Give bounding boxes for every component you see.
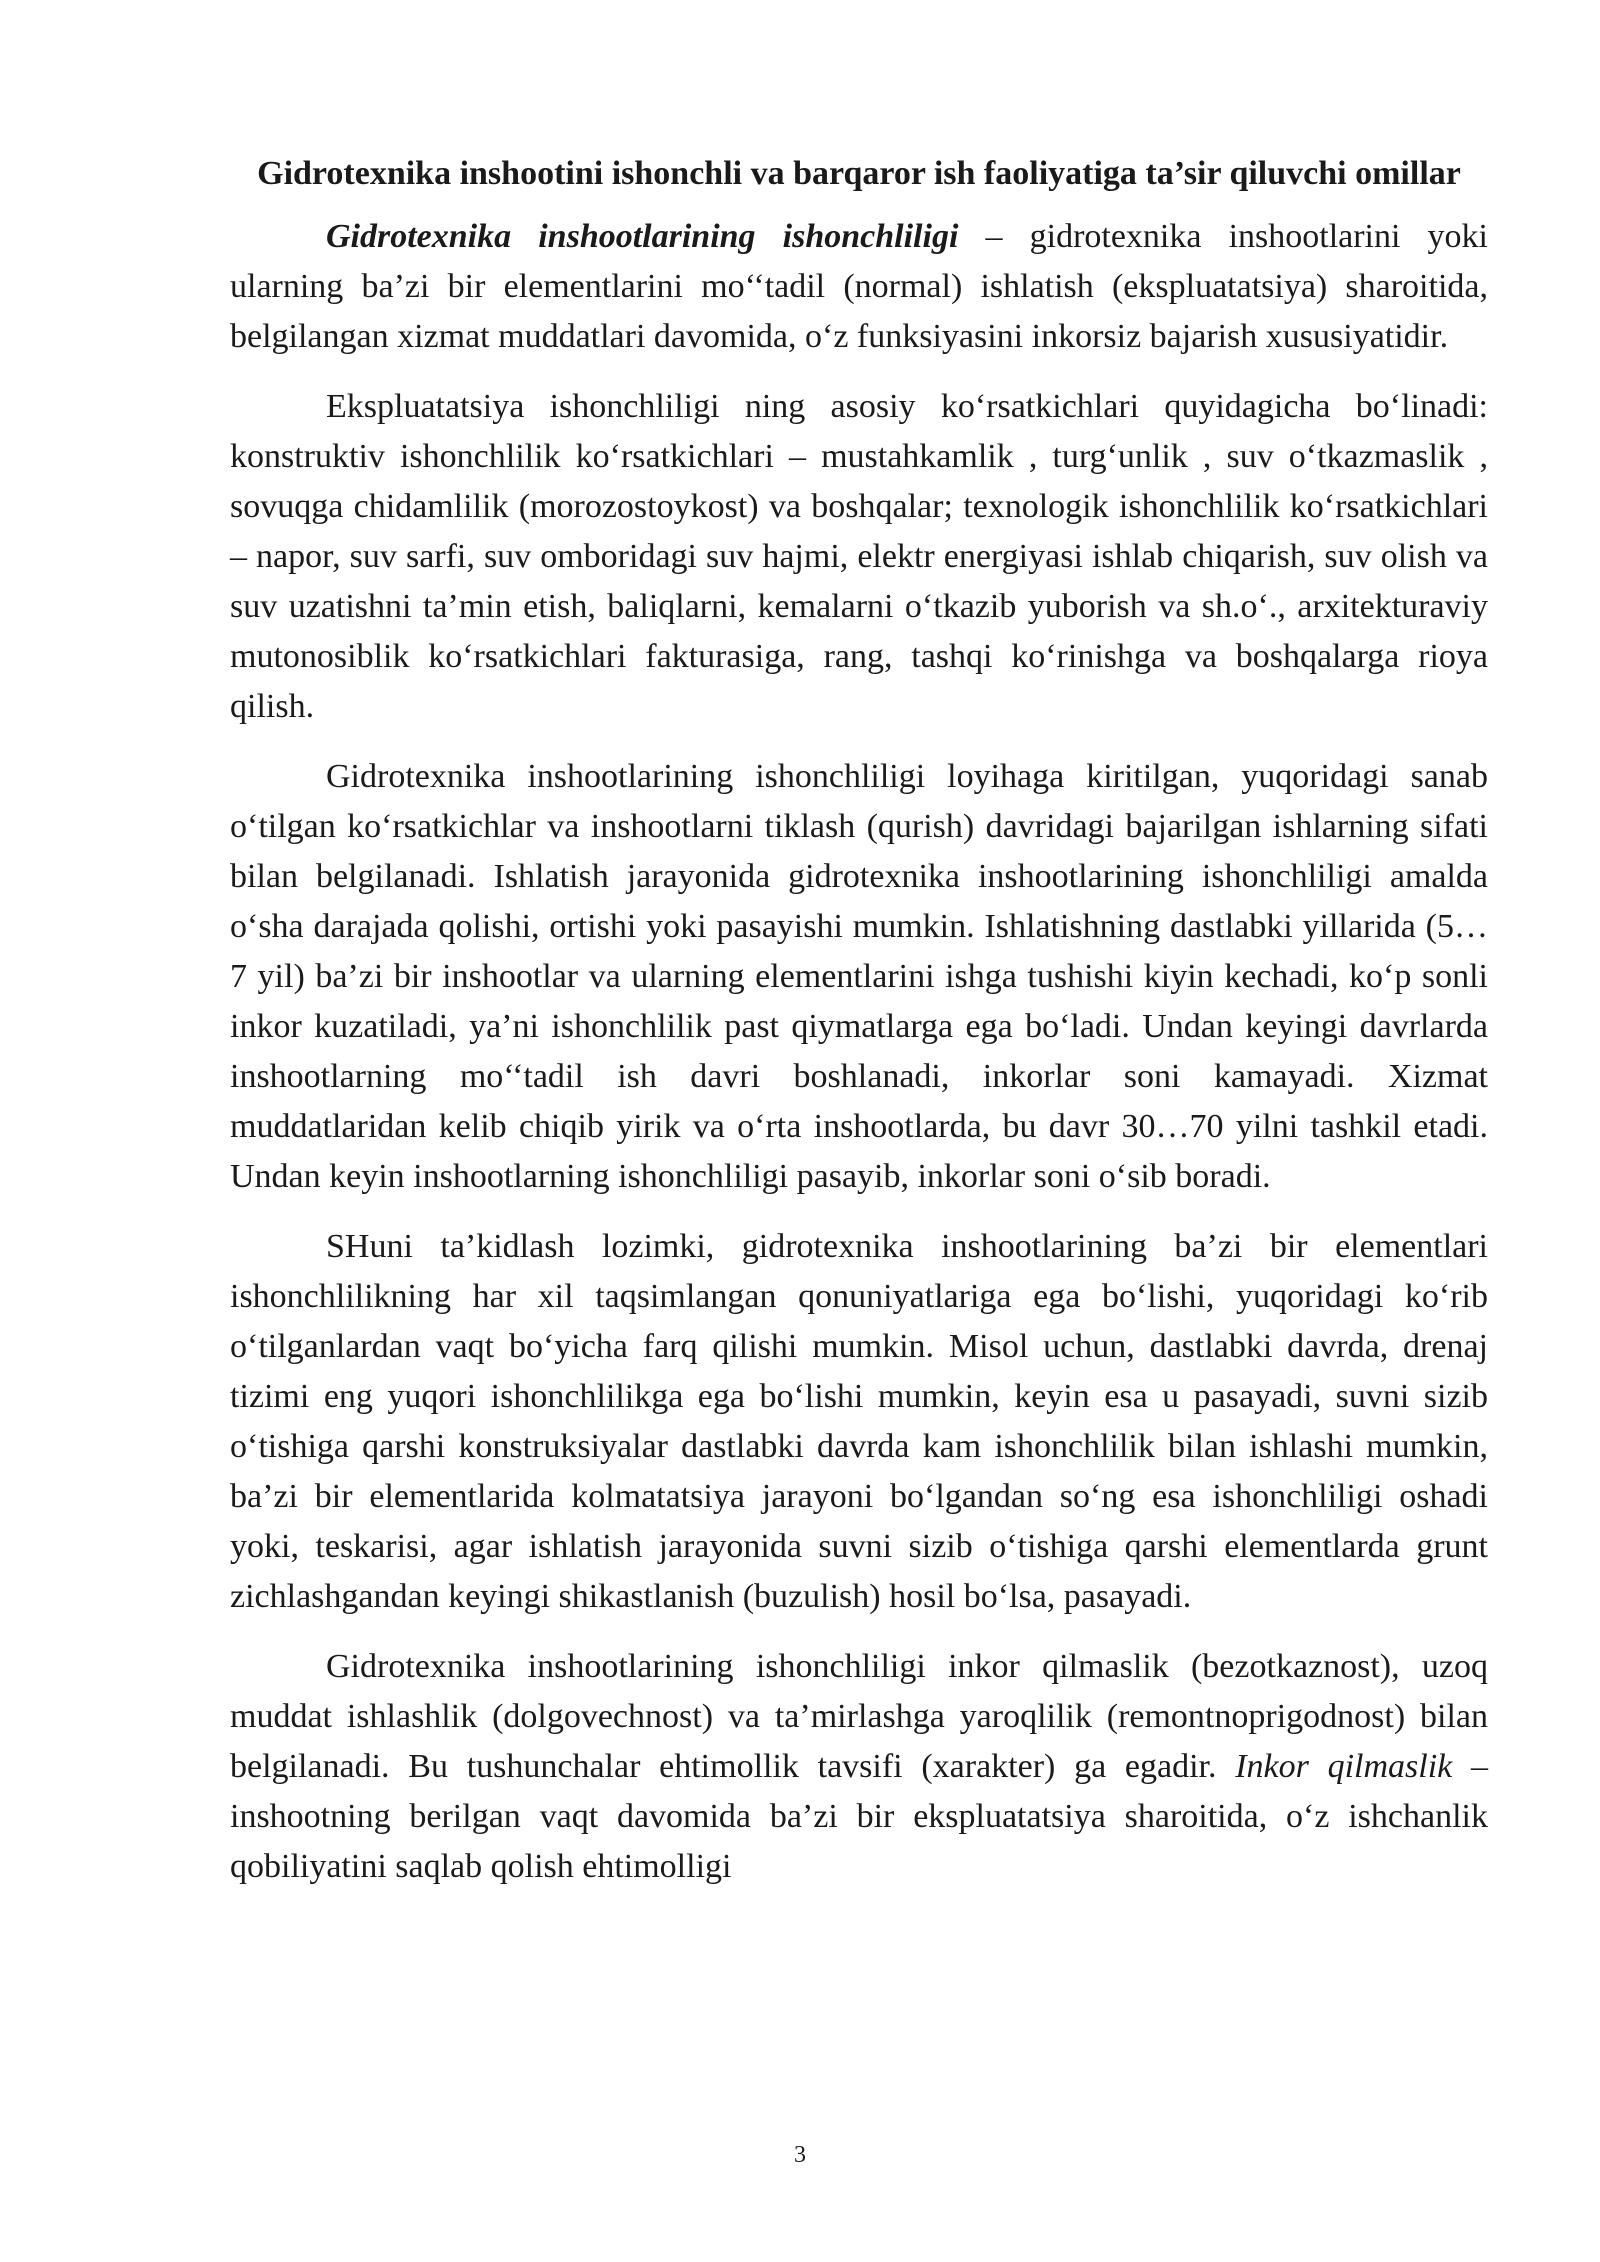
page-number: 3 — [794, 2142, 806, 2168]
page-title: Gidrotexnika inshootini ishonchli va barqaror ish faoliyatiga ta’sir qiluvchi omillar — [257, 155, 1461, 192]
paragraph-1 — [230, 212, 1488, 362]
paragraph-text: – gidrotexnika inshootlarini yoki ularning ba’zi bir elementlarini mo‘‘tadil (normal) ishlatish (ekspluatatsiya) sharoitida, belgilangan xizmat muddatlari davomida, o‘z funksiyasini inkorsiz bajarish xususiyatidir. — [230, 218, 1488, 355]
paragraph-3: Gidrotexnika inshootlarining ishonchliligi loyihaga kiritilgan, yuqoridagi sanab o‘tilgan ko‘rsatkichlar va inshootlarni tiklash (qurish) davridagi bajarilgan ishlarning sifati bilan belgilanadi. Ishlatish jarayonida gidrotexnika inshootlarining ishonchliligi amalda o‘sha darajada qolishi, ortishi yoki pasayishi mumkin. Ishlatishning dastlabki yillarida (5…7 yil) ba’zi bir inshootlar va ularning elementlarini ishga tushishi kiyin kechadi, ko‘p sonli inkor kuzatiladi, ya’ni ishonchlilik past qiymatlarga ega bo‘ladi. Undan keyingi davrlarda inshootlarning mo‘‘tadil ish davri boshlanadi, inkorlar soni kamayadi. Xizmat muddatlaridan kelib chiqib yirik va o‘rta inshootlarda, bu davr 30…70 yilni tashkil etadi. Undan keyin inshootlarning ishonchliligi pasayib, inkorlar soni o‘sib boradi. — [230, 758, 1488, 1195]
document-body — [230, 150, 1488, 1912]
paragraph-4: SHuni ta’kidlash lozimki, gidrotexnika inshootlarining ba’zi bir elementlari ishonchlilikning har xil taqsimlangan qonuniyatlariga ega bo‘lishi, yuqoridagi ko‘rib o‘tilganlardan vaqt bo‘yicha farq qilishi mumkin. Misol uchun, dastlabki davrda, drenaj tizimi eng yuqori ishonchlilikga ega bo‘lishi mumkin, keyin esa u pasayadi, suvni sizib o‘tishiga qarshi konstruksiyalar dastlabki davrda kam ishonchlilik bilan ishlashi mumkin, ba’zi bir elementlarida kolmatatsiya jarayoni bo‘lgandan so‘ng esa ishonchliligi oshadi yoki, teskarisi, agar ishlatish jarayonida suvni sizib o‘tishiga qarshi elementlarda grunt zichlashgandan keyingi shikastlanish (buzulish) hosil bo‘lsa, pasayadi. — [230, 1228, 1488, 1615]
paragraph-text: Gidrotexnika inshootlarining ishonchliligi inkor qilmaslik (bezotkaznost), uzoq muddat ishlashlik (dolgovechnost) va ta’mirlashga yaroqlilik (remontnoprigodnost) bilan belgilanadi. Bu tushunchalar ehtimollik tavsifi (xarakter) ga egadir. — [230, 1648, 1488, 1785]
paragraph-2: Ekspluatatsiya ishonchliligi ning asosiy ko‘rsatkichlari quyidagicha bo‘linadi: konstruktiv ishonchlilik ko‘rsatkichlari – mustahkamlik , turg‘unlik , suv o‘tkazmaslik , sovuqga chidamlilik (morozostoykost) va boshqalar; texnologik ishonchlilik ko‘rsatkichlari – napor, suv sarfi, suv omboridagi suv hajmi, elektr energiyasi ishlab chiqarish, suv olish va suv uzatishni ta’min etish, baliqlarni, kemalarni o‘tkazib yuborish va sh.o‘., arxitekturaviy mutonosiblik ko‘rsatkichlari fakturasiga, rang, tashqi ko‘rinishga va boshqalarga rioya qilish. — [230, 388, 1488, 725]
paragraph-text: – inshootning berilgan vaqt davomida ba’zi bir ekspluatatsiya sharoitida, o‘z ishchanlik qobiliyatini saqlab qolish ehtimolligi — [230, 1748, 1488, 1885]
defined-term: Inkor qilmaslik — [1235, 1748, 1453, 1785]
defined-term: Gidrotexnika inshootlarining ishonchliligi — [326, 218, 959, 255]
paragraph-5 — [230, 1642, 1488, 1892]
